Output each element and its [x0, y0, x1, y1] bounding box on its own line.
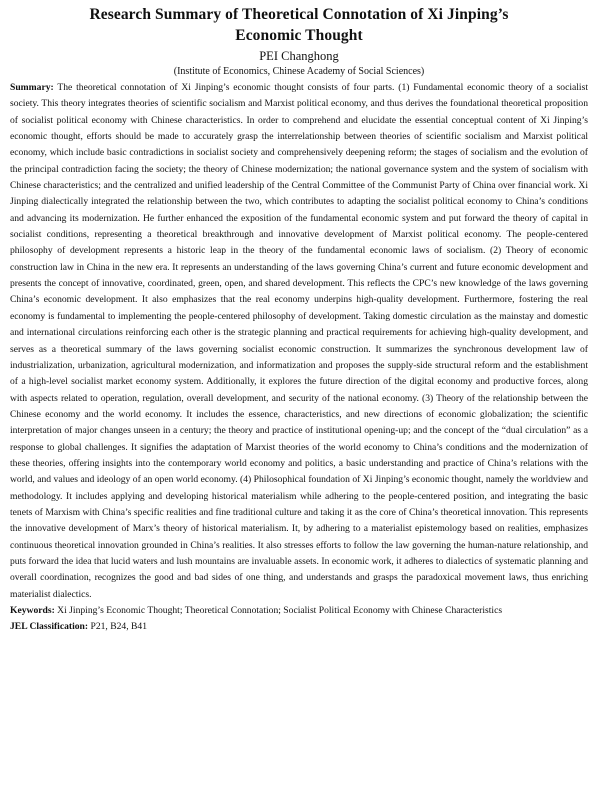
- jel-classification-line: [10, 619, 588, 635]
- keywords-text: Xi Jinping’s Economic Thought; Theoretical Connotation; Socialist Political Economy with Chinese Characteristics: [57, 605, 503, 616]
- summary-text: The theoretical connotation of Xi Jinping’s economic thought consists of four parts. (1) Fundamental economic theory of a socialist society. This theory integrates theories of scientific socialism and Marxist political economy, and thus derives the foundational theoretical proposition of socialist political economy with Chinese characteristics. In order to comprehend and elucidate the essential conceptual content of Xi Jinping’s economic thought, efforts should be made to accurately grasp the interrelationship between theories of scientific socialism and Marxist political economy, which include basic contradictions in socialist society and comprehensively deepening reform; the stages of socialism and the evolution of the principal contradiction facing the society; the theory of Chinese modernization; the national governance system and the system of socialism with Chinese characteristics; and the centralized and unified leadership of the Central Committee of the Communist Party of China over financial work. Xi Jinping dialectically integrated the relationship between the two, which contributes to adapting the socialist political economy to China’s conditions and advancing its modernization. He further enhanced the exposition of the fundamental economic system and put forward the theory of capital in socialist conditions, representing a theoretical breakthrough and innovative development of Marxist political economy. The people-centered philosophy of development represents a historic leap in the theory of the fundamental economic laws of socialism. (2) Theory of economic construction law in China in the new era. It represents an understanding of the laws governing China’s current and future economic development and presents the concept of innovative, coordinated, green, open, and shared development. This reflects the CPC’s new knowledge of the laws governing China’s economic development. It also emphasizes that the real economy underpins high-quality development. Furthermore, fostering the real economy is fundamental to implementing the people-centered philosophy of development. Taking domestic circulation as the mainstay and domestic and international circulations reinforcing each other is the strategic planning and practical requirements for achieving high-quality development, and serves as a theoretical summary of the laws governing socialist economic construction. It summarizes the synchronous development law of industrialization, urbanization, agricultural modernization, and informatization and proposes the supply-side structural reform and the establishment of a high-level socialist market economy system. Additionally, it explores the future direction of the digital economy and productive forces, along with aspects related to operation, regulation, overall development, and security of the national economy. (3) Theory of the relationship between the Chinese economy and the world economy. It includes the essence, characteristics, and new directions of economic globalization; the scientific interpretation of major changes unseen in a century; the theory and practice of institutional opening-up; and the concept of the “dual circulation” as a response to global challenges. It signifies the adaptation of Marxist theories of the world economy to China’s conditions and the modernization of these theories, offering insights into the contemporary world economy and politics, a basic understanding and practice of China’s relations with the world, and values and ideology of an open world economy. (4) Philosophical foundation of Xi Jinping’s economic thought, namely the worldview and methodology. It includes applying and developing historical materialism while adhering to the people-centered position, and integrating the basic tenets of Marxism with China’s specific realities and fine traditional culture and taking it as the core of China’s theoretical innovation. This represents the innovative development of Marx’s theory of historical materialism. It, by adhering to a materialist epistemology based on realities, emphasizes continuous theoretical innovation grounded in China’s realities. It also stresses efforts to follow the law governing the human-nature relationship, and puts forward the idea that lucid waters and lush mountains are invaluable assets. In economic work, it adheres to dialectics of systematic planning and overall coordination, recognizes the good and bad sides of one thing, and understands and grasps the paradoxical movement laws, thus enriching materialist dialectics.: [10, 82, 588, 600]
- paper-page: [10, 4, 588, 636]
- keywords-line: [10, 603, 588, 619]
- jel-codes: P21, B24, B41: [90, 621, 148, 633]
- paper-title: [10, 4, 588, 46]
- summary-label: Summary:: [10, 82, 54, 93]
- author-name: PEI Changhong: [259, 49, 339, 63]
- title-line-2: Economic Thought: [235, 27, 363, 44]
- keywords-label: Keywords:: [10, 605, 55, 616]
- summary-paragraph: [10, 80, 588, 603]
- title-line-1: Research Summary of Theoretical Connotation of Xi Jinping’s: [89, 6, 509, 23]
- jel-label: JEL Classification:: [10, 621, 89, 633]
- author-affiliation: (Institute of Economics, Chinese Academy of Social Sciences): [173, 66, 425, 77]
